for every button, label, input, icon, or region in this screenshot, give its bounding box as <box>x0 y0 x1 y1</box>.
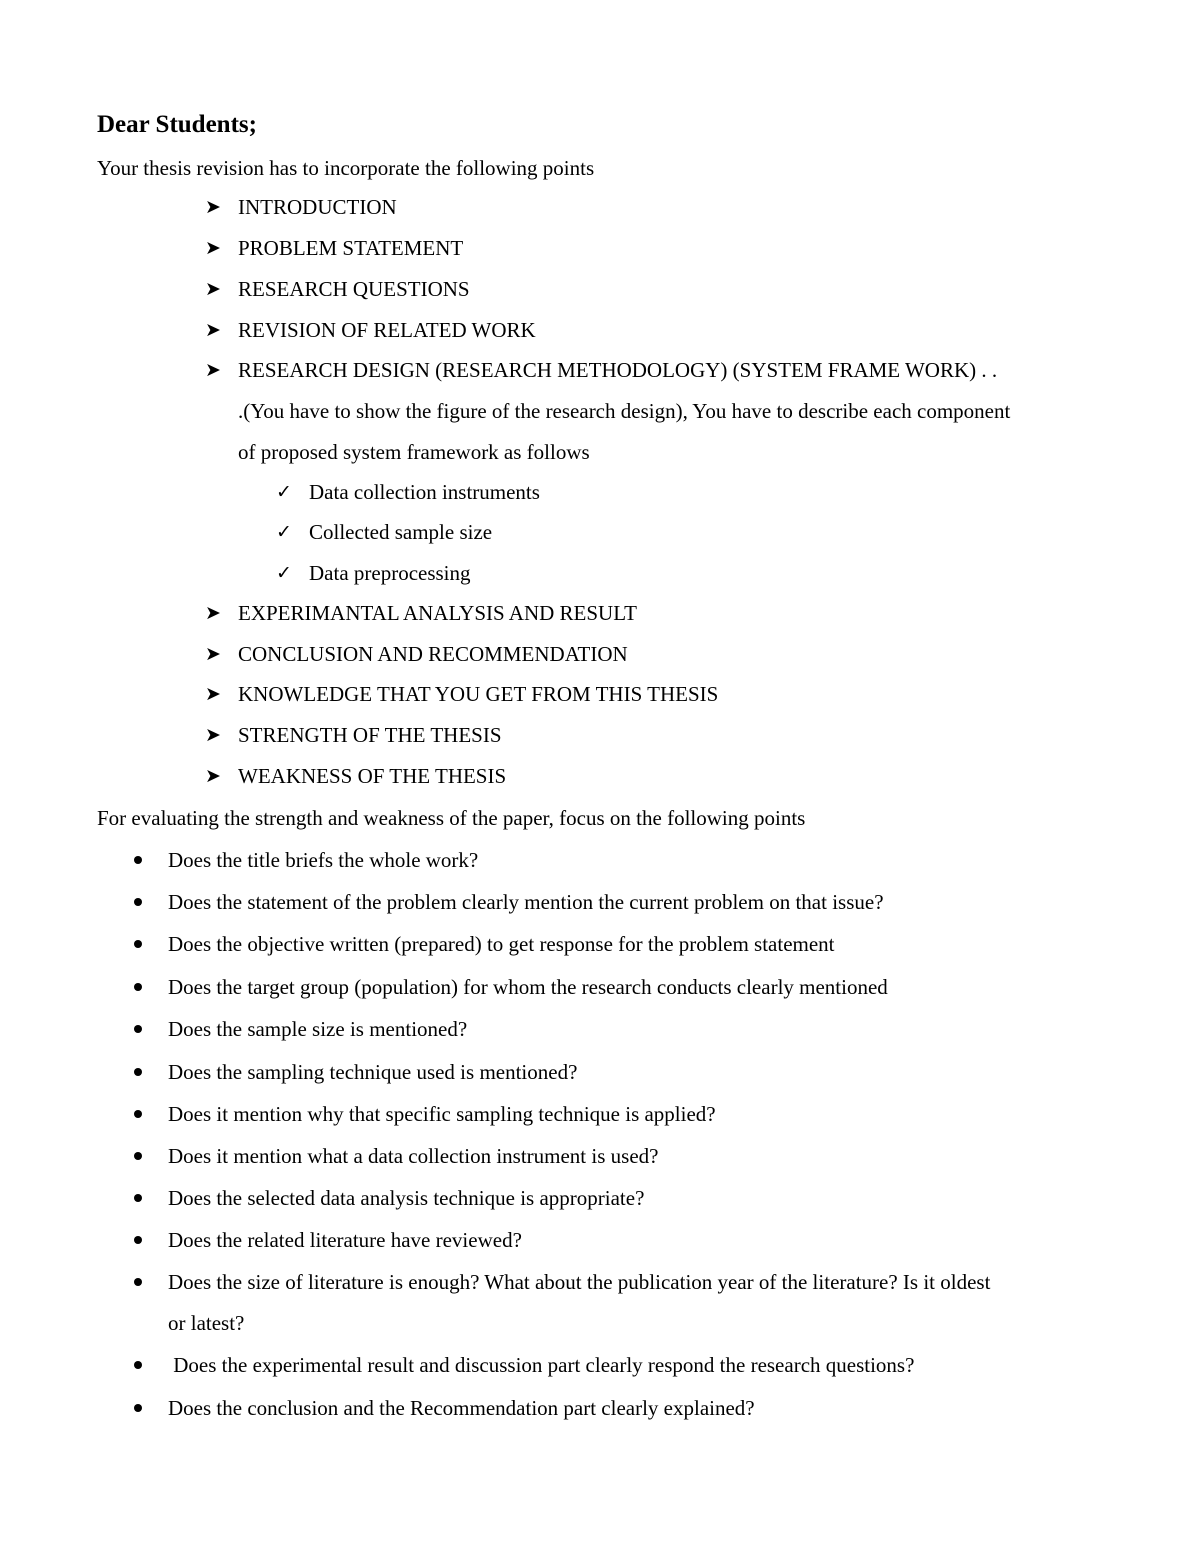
bullet-dot-icon <box>134 856 142 864</box>
arrow-bullet-icon: ➤ <box>205 237 221 259</box>
section-item: INTRODUCTION <box>238 195 397 219</box>
component-item: Data collection instruments <box>309 480 540 504</box>
design-note-line2: of proposed system framework as follows <box>238 440 590 464</box>
bullet-dot-icon <box>134 1404 142 1412</box>
arrow-bullet-icon: ➤ <box>205 359 221 381</box>
bullet-dot-icon <box>134 898 142 906</box>
question-item: Does it mention why that specific sampling technique is applied? <box>168 1102 716 1126</box>
intro-text: Your thesis revision has to incorporate the following points <box>97 156 595 180</box>
arrow-bullet-icon: ➤ <box>205 765 221 787</box>
bullet-dot-icon <box>134 1152 142 1160</box>
question-item: Does the title briefs the whole work? <box>168 848 479 872</box>
arrow-bullet-icon: ➤ <box>205 724 221 746</box>
section-item: CONCLUSION AND RECOMMENDATION <box>238 642 628 666</box>
bullet-dot-icon <box>134 1278 142 1286</box>
component-item: Data preprocessing <box>309 561 471 585</box>
question-item: Does the size of literature is enough? What about the publication year of the literature? Is it oldest <box>168 1270 991 1294</box>
component-item: Collected sample size <box>309 520 493 544</box>
section-item: STRENGTH OF THE THESIS <box>238 723 502 747</box>
section-item: EXPERIMANTAL ANALYSIS AND RESULT <box>238 601 637 625</box>
arrow-bullet-icon: ➤ <box>205 196 221 218</box>
bullet-dot-icon <box>134 1236 142 1244</box>
bullet-dot-icon <box>134 940 142 948</box>
bullet-dot-icon <box>134 1110 142 1118</box>
question-item: Does the sample size is mentioned? <box>168 1017 468 1041</box>
section-item: KNOWLEDGE THAT YOU GET FROM THIS THESIS <box>238 682 719 706</box>
section-item: REVISION OF RELATED WORK <box>238 318 536 342</box>
bullet-dot-icon <box>134 1194 142 1202</box>
arrow-bullet-icon: ➤ <box>205 683 221 705</box>
section-item: WEAKNESS OF THE THESIS <box>238 764 507 788</box>
question-item: Does the related literature have reviewed? <box>168 1228 522 1252</box>
evaluation-intro: For evaluating the strength and weakness of the paper, focus on the following points <box>97 806 806 830</box>
question-item: Does the experimental result and discussion part clearly respond the research questions? <box>168 1353 915 1377</box>
check-bullet-icon: ✓ <box>276 481 292 503</box>
section-item: PROBLEM STATEMENT <box>238 236 464 260</box>
arrow-bullet-icon: ➤ <box>205 643 221 665</box>
bullet-dot-icon <box>134 1025 142 1033</box>
question-item: Does the objective written (prepared) to get response for the problem statement <box>168 932 835 956</box>
question-continuation: or latest? <box>168 1311 245 1335</box>
bullet-dot-icon <box>134 983 142 991</box>
check-bullet-icon: ✓ <box>276 521 292 543</box>
question-item: Does it mention what a data collection instrument is used? <box>168 1144 659 1168</box>
bullet-dot-icon <box>134 1361 142 1369</box>
arrow-bullet-icon: ➤ <box>205 319 221 341</box>
arrow-bullet-icon: ➤ <box>205 278 221 300</box>
section-item: RESEARCH QUESTIONS <box>238 277 470 301</box>
design-note-line1: .(You have to show the figure of the research design), You have to describe each component <box>238 399 1011 423</box>
bullet-dot-icon <box>134 1068 142 1076</box>
question-item: Does the selected data analysis technique is appropriate? <box>168 1186 645 1210</box>
check-bullet-icon: ✓ <box>276 562 292 584</box>
greeting-heading: Dear Students; <box>97 111 257 138</box>
question-item: Does the statement of the problem clearly mention the current problem on that issue? <box>168 890 884 914</box>
question-item: Does the conclusion and the Recommendation part clearly explained? <box>168 1396 755 1420</box>
arrow-bullet-icon: ➤ <box>205 602 221 624</box>
question-item: Does the target group (population) for whom the research conducts clearly mentioned <box>168 975 888 999</box>
section-item: RESEARCH DESIGN (RESEARCH METHODOLOGY) (SYSTEM FRAME WORK) . . <box>238 358 998 382</box>
question-item: Does the sampling technique used is mentioned? <box>168 1060 578 1084</box>
